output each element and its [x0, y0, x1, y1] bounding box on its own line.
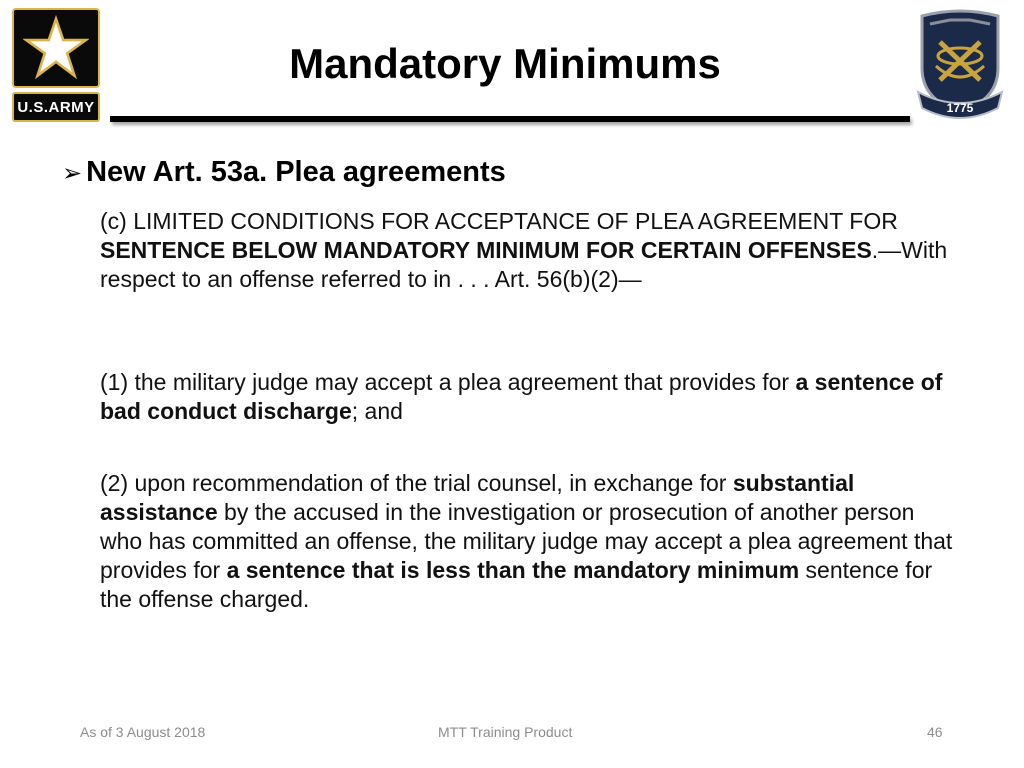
army-wordmark — [12, 92, 100, 122]
army-star-icon — [12, 8, 100, 88]
us-army-logo — [12, 8, 100, 123]
jag-corps-crest-icon — [910, 8, 1010, 124]
paragraph-2-bold-2: a sentence that is less than the mandatory minimum — [226, 557, 800, 583]
footer-date: As of 3 August 2018 — [80, 724, 206, 740]
paragraph-1 — [100, 368, 960, 426]
arrow-bullet-icon: ➢ — [62, 159, 83, 187]
paragraph-2-text-2: by the accused in the investigation or prosecution of another person who has committed an offense, the military judge may accept a plea agreement that provides for — [100, 499, 953, 583]
paragraph-c-text-1: (c) LIMITED CONDITIONS FOR ACCEPTANCE OF PLEA AGREEMENT FOR — [100, 208, 898, 234]
paragraph-2-text-3: sentence for the offense charged. — [100, 557, 933, 612]
paragraph-1-text-1: (1) the military judge may accept a plea agreement that provides for — [100, 369, 796, 395]
paragraph-c-text-2: .—With respect to an offense referred to in . . . Art. 56(b)(2)— — [100, 237, 948, 292]
paragraph-2-bold-1: substantial assistance — [100, 470, 855, 525]
bullet-item — [62, 156, 506, 189]
title-divider — [110, 116, 910, 122]
footer-product: MTT Training Product — [438, 724, 573, 740]
paragraph-1-bold-1: a sentence of bad conduct discharge — [100, 369, 943, 424]
army-wordmark-text: U.S.ARMY — [17, 98, 95, 116]
crest-year: 1775 — [946, 101, 974, 115]
paragraph-c — [100, 207, 960, 294]
paragraph-2 — [100, 469, 960, 614]
paragraph-2-text-1: (2) upon recommendation of the trial counsel, in exchange for — [100, 470, 733, 496]
page-title: Mandatory Minimums — [289, 40, 721, 87]
paragraph-1-text-2: ; and — [351, 398, 403, 424]
bullet-heading: New Art. 53a. Plea agreements — [86, 156, 506, 188]
paragraph-c-bold-1: SENTENCE BELOW MANDATORY MINIMUM FOR CERTAIN OFFENSES — [100, 237, 872, 263]
footer-page-number: 46 — [927, 724, 943, 740]
